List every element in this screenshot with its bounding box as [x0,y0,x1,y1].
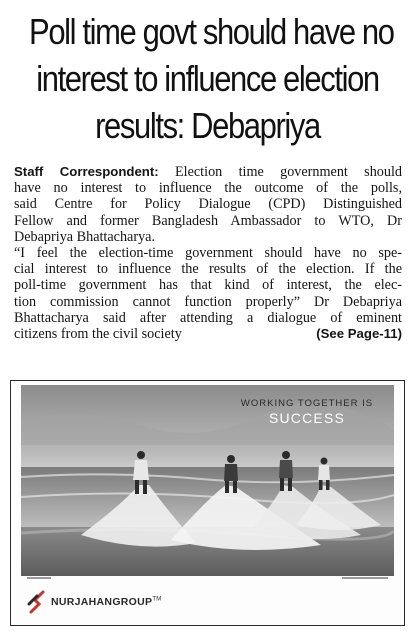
website-mark [342,577,388,579]
trademark-mark: TM [152,596,162,603]
story-line-7: cial interest to influence the results of the election. If the [14,261,402,278]
see-page-jump: (See Page-11) [316,326,402,342]
slogan-line-1: WORKING TOGETHER IS [240,398,374,409]
headline [29,8,394,149]
story-line-11: citizens from the civil society [14,326,182,343]
story-line-6: “I feel the election-time government should have no spe- [14,245,402,262]
headline-line-2: interest to influence election [36,58,379,99]
story-line-9: tion commission cannot function properly” Dr Debapriya [14,293,402,310]
slogan-line-2: SUCCESS [268,410,346,426]
nurjahan-group-logo-icon [27,586,49,616]
nurjahan-group-advertisement [10,380,405,626]
news-story [14,164,402,342]
headline-line-3: results: Debapriya [95,105,320,146]
story-line-8: poll-time government has that kind of interest, the elec- [14,277,402,294]
headline-line-1: Poll time govt should have no [29,11,394,52]
story-line-4: Fellow and former Bangladesh Ambassador to WTO, Dr [14,212,402,229]
story-line-3: said Centre for Policy Dialogue (CPD) Distinguished [14,196,402,213]
story-line-1 [14,164,402,180]
story-text-1: Election time government should [174,164,403,180]
story-line-2: have no interest to influence the outcome of the polls, [14,180,402,197]
byline: Staff Correspondent: [14,164,159,179]
story-line-5: Debapriya Bhattacharya. [14,228,156,245]
logo-wordmark: NURJAHANGROUP [51,596,153,608]
story-line-10: Bhattacharya said after attending a dialogue of eminent [14,309,402,326]
photo-caption-mark [27,577,51,579]
nurjahan-group-logo-text [51,596,162,608]
